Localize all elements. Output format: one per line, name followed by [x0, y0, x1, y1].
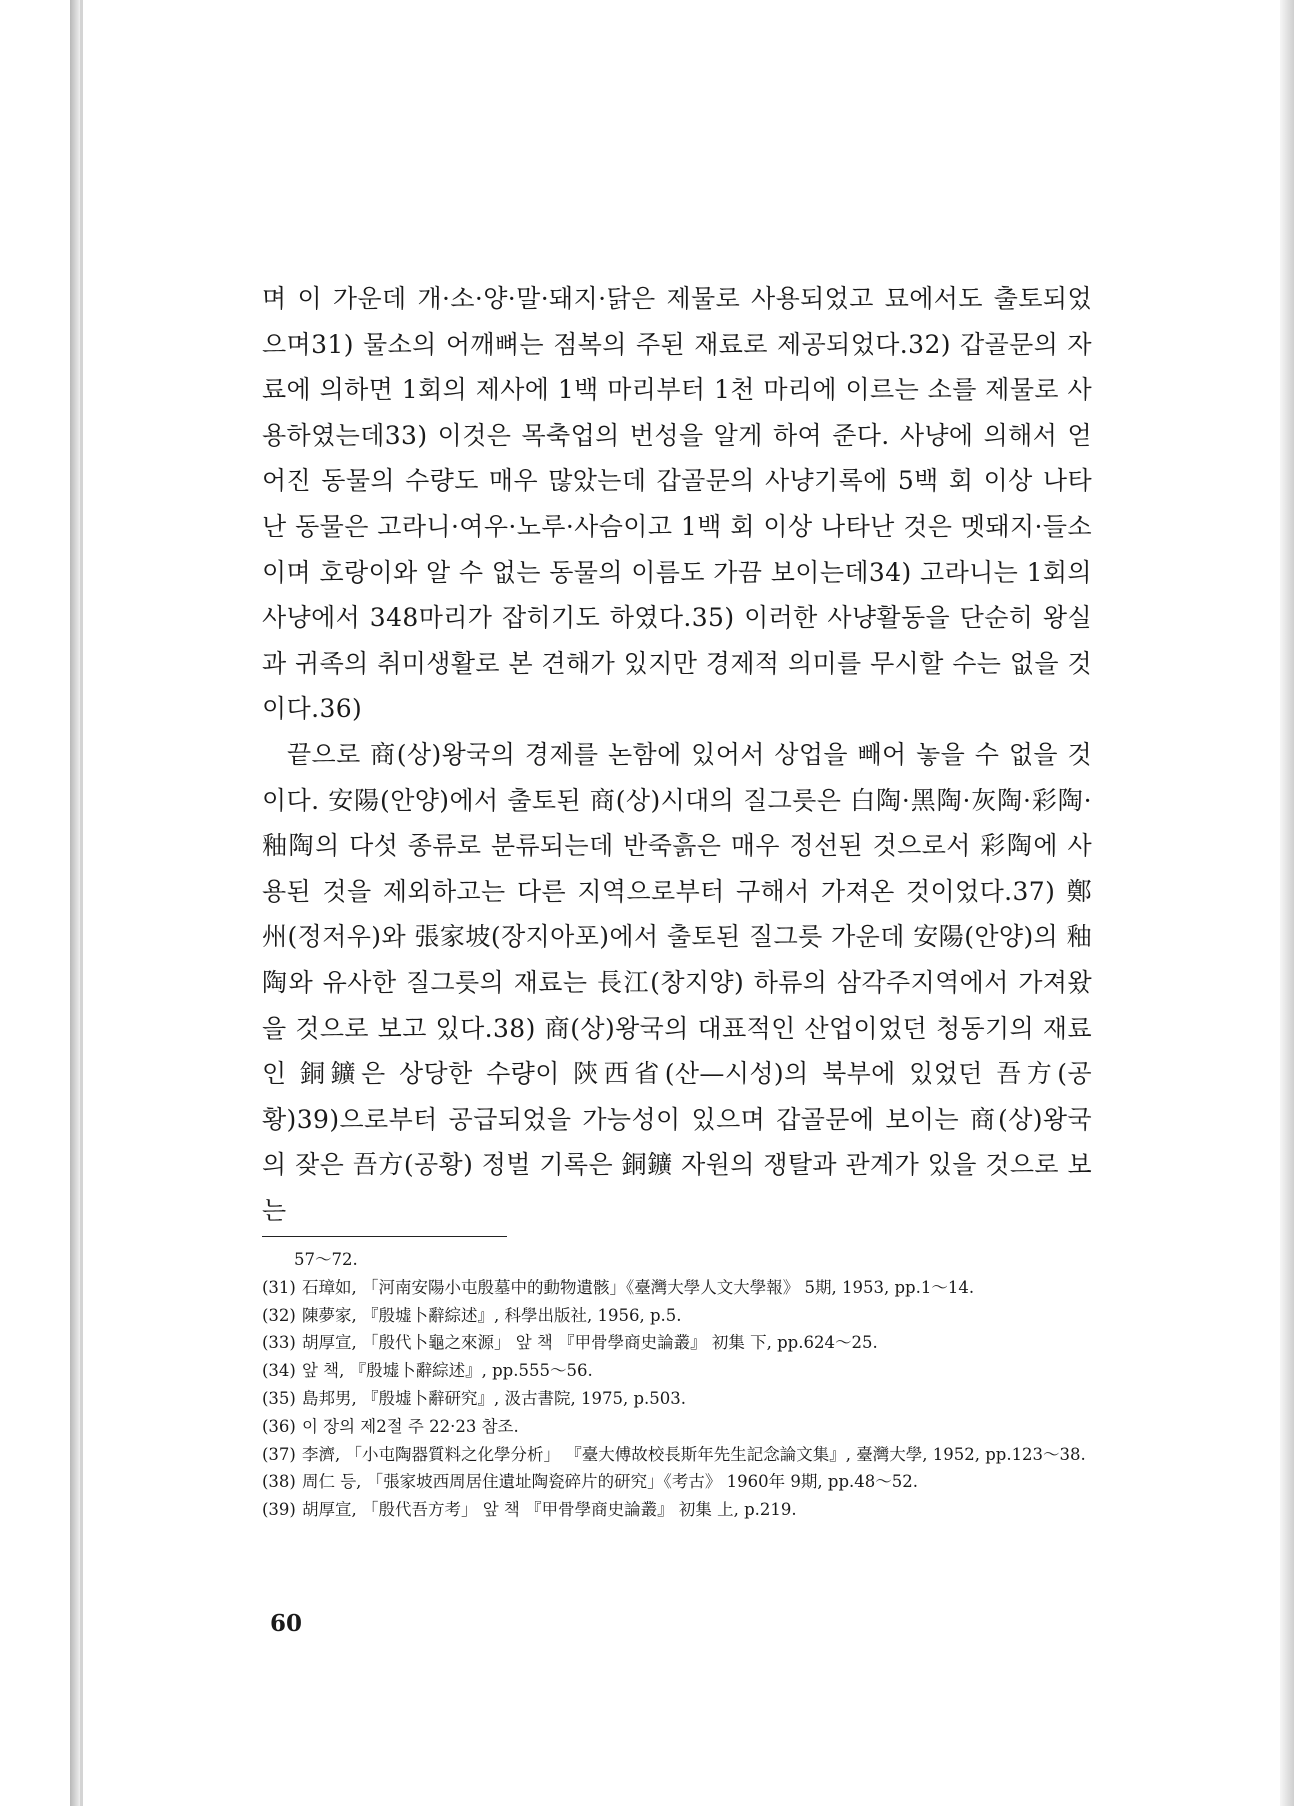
footnote: [262, 1468, 1092, 1496]
footnote-text: 周仁 등, 「張家坡西周居住遺址陶瓷碎片的研究」《考古》 1960年 9期, pp.48～52.: [302, 1472, 918, 1492]
footnote: [262, 1274, 1092, 1302]
page-edge-left: [80, 0, 83, 1806]
footnote-text: 島邦男, 『殷墟卜辭研究』, 汲古書院, 1975, p.503.: [302, 1388, 686, 1408]
footnote-number: (32): [262, 1305, 296, 1325]
footnote-number: (35): [262, 1388, 296, 1408]
footnote-number: (34): [262, 1361, 296, 1381]
page-shadow-right: [1280, 0, 1294, 1806]
footnote-divider: [262, 1236, 507, 1237]
page-number: 60: [270, 1610, 303, 1637]
footnote-text: 石璋如, 「河南安陽小屯殷墓中的動物遺骸」《臺灣大學人文大學報》 5期, 1953, pp.1～14.: [302, 1277, 975, 1297]
body-text: [262, 276, 1092, 1233]
paragraph: 끝으로 商(상)왕국의 경제를 논함에 있어서 상업을 빼어 놓을 수 없을 것이다. 安陽(안양)에서 출토된 商(상)시대의 질그릇은 白陶·黑陶·灰陶·彩陶·釉陶의 다섯 종류로 분류되는데 반죽흙은 매우 정선된 것으로서 彩陶에 사용된 것을 제외하고는 다른 지역으로부터 구해서 가져온 것이었다.37) 鄭州(정저우)와 張家坡(장지아포)에서 출토된 질그릇 가운데 安陽(안양)의 釉陶와 유사한 질그릇의 재료는 長江(창지양) 하류의 삼각주지역에서 가져왔을 것으로 보고 있다.38) 商(상)왕국의 대표적인 산업이었던 청동기의 재료인 銅鑛은 상당한 수량이 陝西省(산—시성)의 북부에 있었던 吾方(공황)39)으로부터 공급되었을 가능성이 있으며 갑골문에 보이는 商(상)왕국의 잦은 吾方(공황) 정벌 기록은 銅鑛 자원의 쟁탈과 관계가 있을 것으로 보는: [262, 739, 1092, 1225]
footnote: [262, 1413, 1092, 1441]
footnote-number: (39): [262, 1500, 296, 1520]
footnotes: [262, 1246, 1092, 1524]
footnote: [262, 1302, 1092, 1330]
footnote-text: 胡厚宣, 「殷代卜龜之來源」 앞 책 『甲骨學商史論叢』 初集 下, pp.624～25.: [302, 1333, 878, 1353]
footnote-number: (36): [262, 1416, 296, 1436]
footnote-number: (37): [262, 1444, 296, 1464]
footnote: [262, 1385, 1092, 1413]
footnote: [262, 1441, 1092, 1469]
footnote-text: 李濟, 「小屯陶器質料之化學分析」 『臺大傅故校長斯年先生記念論文集』, 臺灣大學, 1952, pp.123～38.: [302, 1444, 1086, 1464]
footnote: [262, 1496, 1092, 1524]
footnote: [262, 1329, 1092, 1357]
footnote-text: 胡厚宣, 「殷代吾方考」 앞 책 『甲骨學商史論叢』 初集 上, p.219.: [302, 1500, 797, 1520]
footnote-number: (38): [262, 1472, 296, 1492]
paragraph: 며 이 가운데 개·소·양·말·돼지·닭은 제물로 사용되었고 묘에서도 출토되었으며31) 물소의 어깨뼈는 점복의 주된 재료로 제공되었다.32) 갑골문의 자료에 의하면 1회의 제사에 1백 마리부터 1천 마리에 이르는 소를 제물로 사용하였는데33) 이것은 목축업의 번성을 알게 하여 준다. 사냥에 의해서 얻어진 동물의 수량도 매우 많았는데 갑골문의 사냥기록에 5백 회 이상 나타난 동물은 고라니·여우·노루·사슴이고 1백 회 이상 나타난 것은 멧돼지·들소이며 호랑이와 알 수 없는 동물의 이름도 가끔 보이는데34) 고라니는 1회의 사냥에서 348마리가 잡히기도 하였다.35) 이러한 사냥활동을 단순히 왕실과 귀족의 취미생활로 본 견해가 있지만 경제적 의미를 무시할 수는 없을 것이다.36): [262, 284, 1092, 724]
page-shadow-left: [70, 0, 80, 1806]
footnote-number: (33): [262, 1333, 296, 1353]
footnote-text: 陳夢家, 『殷墟卜辭綜述』, 科學出版社, 1956, p.5.: [302, 1305, 682, 1325]
footnote-text: 앞 책, 『殷墟卜辭綜述』, pp.555～56.: [302, 1361, 593, 1381]
footnote-continuation: 57～72.: [294, 1250, 358, 1269]
footnote: [262, 1357, 1092, 1385]
footnote-text: 이 장의 제2절 주 22·23 참조.: [302, 1416, 519, 1436]
footnote-number: (31): [262, 1277, 296, 1297]
